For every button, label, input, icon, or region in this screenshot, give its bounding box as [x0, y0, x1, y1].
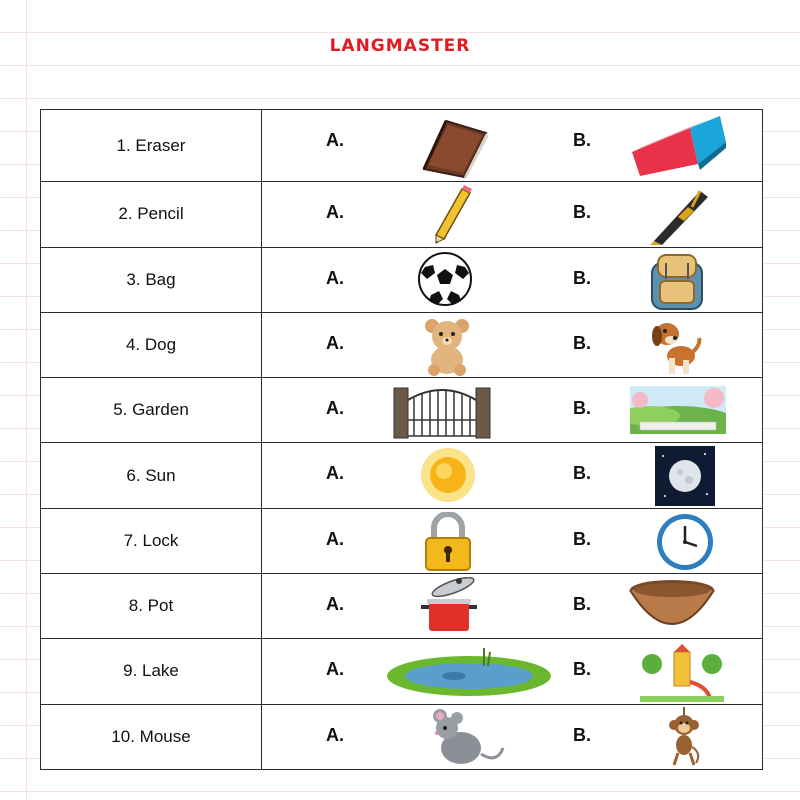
options-cell — [262, 574, 763, 639]
option-a-label: A. — [326, 267, 344, 288]
option-a-label: A. — [326, 398, 344, 419]
option-b-label: B. — [573, 724, 591, 745]
word-cell: 8. Pot — [41, 574, 262, 639]
cooking-pot-icon[interactable] — [419, 577, 479, 635]
option-b-label: B. — [573, 267, 591, 288]
option-a-label: A. — [326, 463, 344, 484]
clock-icon[interactable] — [655, 512, 715, 572]
option-a-label: A. — [326, 528, 344, 549]
padlock-icon[interactable] — [422, 512, 474, 572]
options-cell — [262, 312, 763, 377]
word-cell: 10. Mouse — [41, 704, 262, 769]
matching-table — [40, 109, 763, 770]
lake-icon[interactable] — [384, 642, 554, 702]
sun-icon[interactable] — [419, 446, 477, 504]
option-b-label: B. — [573, 398, 591, 419]
pen-icon[interactable] — [648, 185, 718, 245]
dog-icon[interactable] — [647, 316, 703, 376]
moon-icon[interactable] — [655, 446, 715, 506]
options-cell — [262, 508, 763, 573]
table-row — [41, 704, 763, 769]
options-cell — [262, 110, 763, 182]
playground-icon[interactable] — [640, 642, 724, 702]
notebook-margin-line — [26, 0, 27, 800]
option-b-label: B. — [573, 594, 591, 615]
monkey-icon[interactable] — [664, 707, 704, 767]
teddy-bear-icon[interactable] — [420, 316, 474, 376]
options-cell — [262, 247, 763, 312]
option-a-label: A. — [326, 332, 344, 353]
soccer-ball-icon[interactable] — [417, 251, 473, 307]
eraser-icon[interactable] — [628, 112, 728, 178]
table-row — [41, 378, 763, 443]
word-cell: 1. Eraser — [41, 110, 262, 182]
word-cell: 3. Bag — [41, 247, 262, 312]
garden-icon[interactable] — [630, 386, 726, 434]
gate-icon[interactable] — [392, 380, 492, 440]
backpack-icon[interactable] — [644, 251, 710, 311]
option-b-label: B. — [573, 463, 591, 484]
word-cell: 6. Sun — [41, 443, 262, 508]
option-a-label: A. — [326, 202, 344, 223]
option-a-label: A. — [326, 130, 344, 150]
word-cell: 9. Lake — [41, 639, 262, 704]
table-row — [41, 247, 763, 312]
word-cell: 7. Lock — [41, 508, 262, 573]
table-row — [41, 182, 763, 247]
option-b-label: B. — [573, 659, 591, 680]
word-cell: 2. Pencil — [41, 182, 262, 247]
table-row — [41, 574, 763, 639]
word-cell: 5. Garden — [41, 378, 262, 443]
options-cell — [262, 639, 763, 704]
pencil-icon[interactable] — [422, 185, 482, 245]
table-row — [41, 508, 763, 573]
options-cell — [262, 182, 763, 247]
options-cell — [262, 704, 763, 769]
table-row — [41, 110, 763, 182]
options-cell — [262, 443, 763, 508]
table-row — [41, 312, 763, 377]
option-b-label: B. — [573, 130, 591, 150]
table-row — [41, 639, 763, 704]
notebook-icon[interactable] — [416, 113, 491, 179]
option-a-label: A. — [326, 659, 344, 680]
option-b-label: B. — [573, 528, 591, 549]
option-b-label: B. — [573, 202, 591, 223]
option-a-label: A. — [326, 594, 344, 615]
option-b-label: B. — [573, 332, 591, 353]
brand-logo: LANGMASTER — [329, 36, 471, 56]
options-cell — [262, 378, 763, 443]
bowl-icon[interactable] — [627, 578, 717, 634]
word-cell: 4. Dog — [41, 312, 262, 377]
option-a-label: A. — [326, 724, 344, 745]
mouse-icon[interactable] — [427, 708, 505, 768]
table-row — [41, 443, 763, 508]
